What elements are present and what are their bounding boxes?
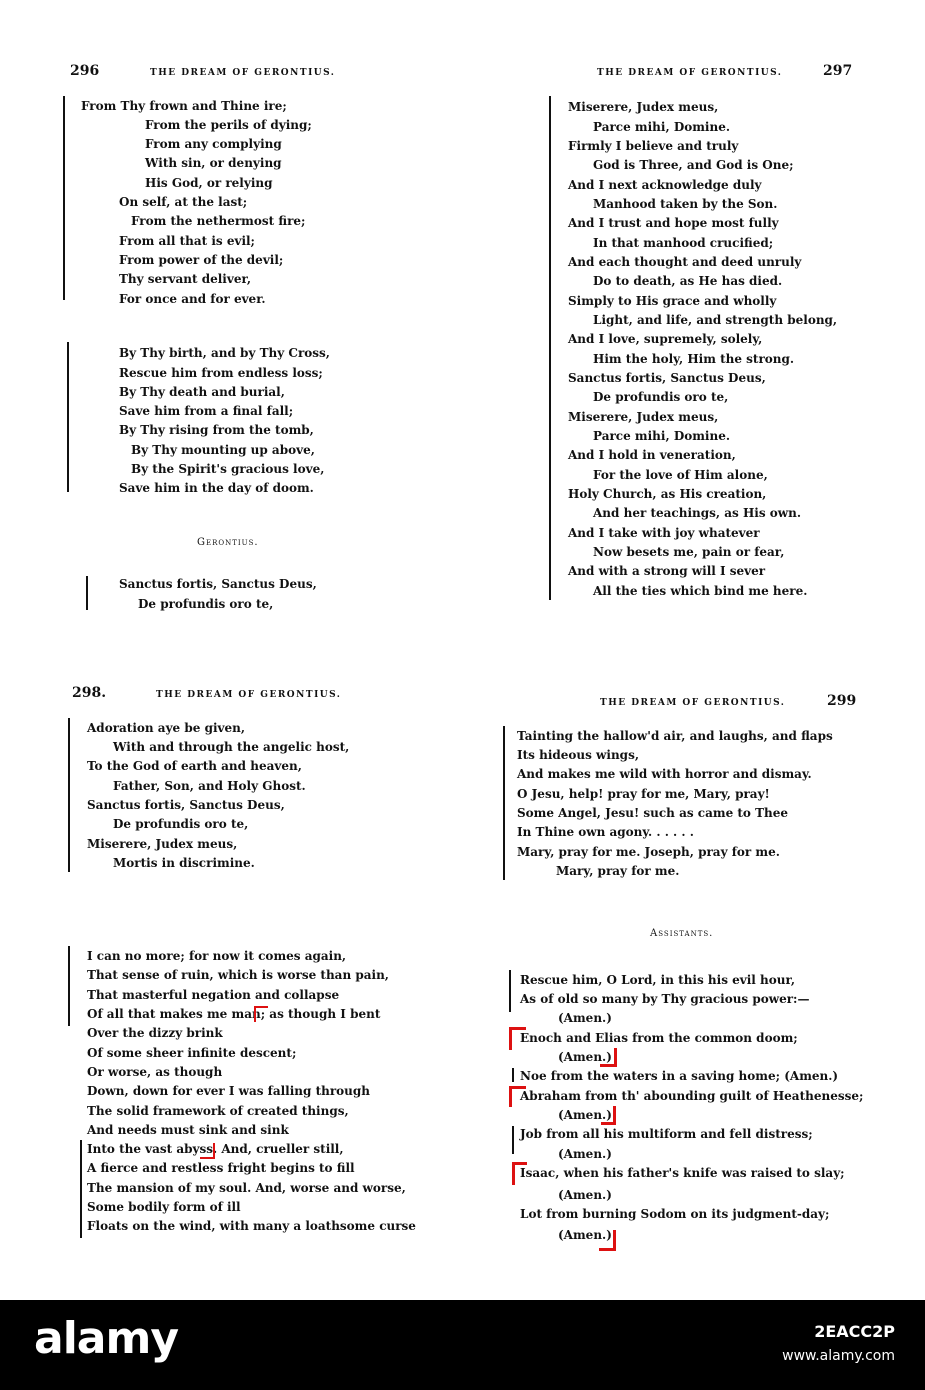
red-edit-mark: [200, 1143, 215, 1159]
verse-line: Him the holy, Him the strong.: [593, 352, 795, 366]
verse-line: Over the dizzy brink: [87, 1026, 223, 1040]
red-edit-mark: [599, 1230, 616, 1251]
margin-bar: [509, 970, 511, 1012]
verse-line: And I love, supremely, solely,: [568, 332, 763, 346]
verse-line: Miserere, Judex meus,: [568, 410, 719, 424]
page-number: 296: [70, 63, 100, 79]
page-number: 299: [827, 693, 857, 709]
verse-line: (Amen.): [558, 1188, 612, 1202]
verse-line: Lot from burning Sodom on its judgment-day;: [520, 1207, 830, 1221]
verse-line: His God, or relying: [145, 176, 273, 190]
speaker-heading: Assistants.: [650, 928, 714, 939]
verse-line: Now besets me, pain or fear,: [593, 545, 785, 559]
verse-line: Sanctus fortis, Sanctus Deus,: [119, 577, 317, 591]
margin-bar: [512, 1068, 514, 1082]
verse-line: And her teachings, as His own.: [593, 506, 802, 520]
verse-line: Light, and life, and strength belong,: [593, 313, 838, 327]
verse-line: That sense of ruin, which is worse than pain,: [87, 968, 389, 982]
verse-line: Mary, pray for me. Joseph, pray for me.: [517, 845, 780, 859]
verse-line: Parce mihi, Domine.: [593, 429, 731, 443]
image-id: 2EACC2P: [814, 1322, 895, 1341]
verse-line: A fierce and restless fright begins to fill: [87, 1161, 355, 1175]
verse-line: Father, Son, and Holy Ghost.: [113, 779, 306, 793]
verse-line: Isaac, when his father's knife was raised to slay;: [520, 1166, 845, 1180]
verse-line: From Thy frown and Thine ire;: [81, 99, 287, 113]
verse-line: Abraham from th' abounding guilt of Heathenesse;: [520, 1089, 864, 1103]
verse-line: On self, at the last;: [119, 195, 248, 209]
verse-line: (Amen.): [558, 1228, 612, 1242]
verse-line: Down, down for ever I was falling through: [87, 1084, 371, 1098]
running-header: THE DREAM OF GERONTIUS.: [600, 698, 786, 708]
verse-line: O Jesu, help! pray for me, Mary, pray!: [517, 787, 770, 801]
verse-line: With sin, or denying: [145, 156, 282, 170]
verse-line: Some Angel, Jesu! such as came to Thee: [517, 806, 789, 820]
verse-line: Rescue him, O Lord, in this his evil hour,: [520, 973, 796, 987]
verse-line: Mortis in discrimine.: [113, 856, 255, 870]
verse-line: Parce mihi, Domine.: [593, 120, 731, 134]
verse-line: By Thy death and burial,: [119, 385, 285, 399]
verse-line: Sanctus fortis, Sanctus Deus,: [568, 371, 766, 385]
verse-line: With and through the angelic host,: [113, 740, 350, 754]
verse-line: And I next acknowledge duly: [568, 178, 762, 192]
verse-line: De profundis oro te,: [113, 817, 249, 831]
margin-bar: [67, 342, 69, 492]
verse-line: From all that is evil;: [119, 234, 255, 248]
margin-bar: [63, 96, 65, 300]
verse-line: The mansion of my soul. And, worse and worse,: [87, 1181, 406, 1195]
verse-line: Sanctus fortis, Sanctus Deus,: [87, 798, 285, 812]
verse-line: (Amen.): [558, 1050, 612, 1064]
running-header: THE DREAM OF GERONTIUS.: [156, 690, 342, 700]
verse-line: Simply to His grace and wholly: [568, 294, 777, 308]
verse-line: In Thine own agony. . . . . .: [517, 825, 694, 839]
red-edit-mark: [509, 1027, 526, 1050]
margin-bar: [80, 1140, 82, 1238]
verse-line: And I trust and hope most fully: [568, 216, 779, 230]
red-edit-mark: [600, 1048, 617, 1067]
verse-line: Thy servant deliver,: [119, 272, 252, 286]
verse-line: And needs must sink and sink: [87, 1123, 289, 1137]
verse-line: Floats on the wind, with many a loathsome curse: [87, 1219, 416, 1233]
margin-bar: [549, 96, 551, 600]
running-header: THE DREAM OF GERONTIUS.: [597, 68, 783, 78]
verse-line: Enoch and Elias from the common doom;: [520, 1031, 798, 1045]
verse-line: And I hold in veneration,: [568, 448, 736, 462]
verse-line: God is Three, and God is One;: [593, 158, 794, 172]
verse-line: Some bodily form of ill: [87, 1200, 241, 1214]
margin-bar: [86, 576, 88, 610]
page-number: 297: [823, 63, 853, 79]
verse-line: The solid framework of created things,: [87, 1104, 349, 1118]
verse-line: I can no more; for now it comes again,: [87, 949, 347, 963]
verse-line: Adoration aye be given,: [87, 721, 246, 735]
verse-line: (Amen.): [558, 1011, 612, 1025]
verse-line: Save him in the day of doom.: [119, 481, 314, 495]
margin-bar: [512, 1126, 514, 1154]
speaker-heading: Gerontius.: [197, 537, 259, 548]
margin-bar: [68, 718, 70, 872]
red-edit-mark: [254, 1006, 268, 1022]
verse-line: (Amen.): [558, 1108, 612, 1122]
verse-line: Do to death, as He has died.: [593, 274, 783, 288]
verse-line: And I take with joy whatever: [568, 526, 760, 540]
verse-line: Save him from a final fall;: [119, 404, 294, 418]
verse-line: Of all that makes me man; as though I bent: [87, 1007, 381, 1021]
verse-line: Holy Church, as His creation,: [568, 487, 767, 501]
verse-line: By Thy birth, and by Thy Cross,: [119, 346, 330, 360]
verse-line: By Thy rising from the tomb,: [119, 423, 314, 437]
verse-line: That masterful negation and collapse: [87, 988, 340, 1002]
verse-line: Of some sheer infinite descent;: [87, 1046, 297, 1060]
verse-line: By the Spirit's gracious love,: [131, 462, 325, 476]
verse-line: Rescue him from endless loss;: [119, 366, 323, 380]
verse-line: As of old so many by Thy gracious power:—: [520, 992, 810, 1006]
verse-line: By Thy mounting up above,: [131, 443, 315, 457]
verse-line: To the God of earth and heaven,: [87, 759, 302, 773]
red-edit-mark: [509, 1086, 526, 1107]
verse-line: From the perils of dying;: [145, 118, 312, 132]
verse-line: For the love of Him alone,: [593, 468, 768, 482]
verse-line: For once and for ever.: [119, 292, 266, 306]
verse-line: De profundis oro te,: [593, 390, 729, 404]
verse-line: Tainting the hallow'd air, and laughs, and flaps: [517, 729, 833, 743]
verse-line: Into the vast abyss. And, crueller still,: [87, 1142, 344, 1156]
verse-line: Job from all his multiform and fell distress;: [520, 1127, 813, 1141]
margin-bar: [503, 726, 505, 880]
verse-line: Firmly I believe and truly: [568, 139, 739, 153]
verse-line: Miserere, Judex meus,: [87, 837, 238, 851]
verse-line: From any complying: [145, 137, 282, 151]
alamy-logo: alamy: [34, 1313, 178, 1364]
verse-line: (Amen.): [558, 1147, 612, 1161]
verse-line: And with a strong will I sever: [568, 564, 766, 578]
red-edit-mark: [512, 1162, 527, 1185]
running-header: THE DREAM OF GERONTIUS.: [150, 68, 336, 78]
red-edit-mark: [601, 1106, 616, 1125]
verse-line: Manhood taken by the Son.: [593, 197, 778, 211]
verse-line: Miserere, Judex meus,: [568, 100, 719, 114]
verse-line: Noe from the waters in a saving home; (Amen.): [520, 1069, 839, 1083]
verse-line: All the ties which bind me here.: [593, 584, 808, 598]
verse-line: From power of the devil;: [119, 253, 284, 267]
verse-line: De profundis oro te,: [138, 597, 274, 611]
verse-line: And each thought and deed unruly: [568, 255, 802, 269]
verse-line: And makes me wild with horror and dismay.: [517, 767, 812, 781]
verse-line: Mary, pray for me.: [556, 864, 680, 878]
verse-line: In that manhood crucified;: [593, 236, 774, 250]
verse-line: From the nethermost fire;: [131, 214, 306, 228]
verse-line: Its hideous wings,: [517, 748, 639, 762]
verse-line: Or worse, as though: [87, 1065, 223, 1079]
margin-bar: [68, 946, 70, 1026]
footer-url: www.alamy.com: [782, 1348, 895, 1364]
page-number: 298.: [72, 685, 107, 701]
